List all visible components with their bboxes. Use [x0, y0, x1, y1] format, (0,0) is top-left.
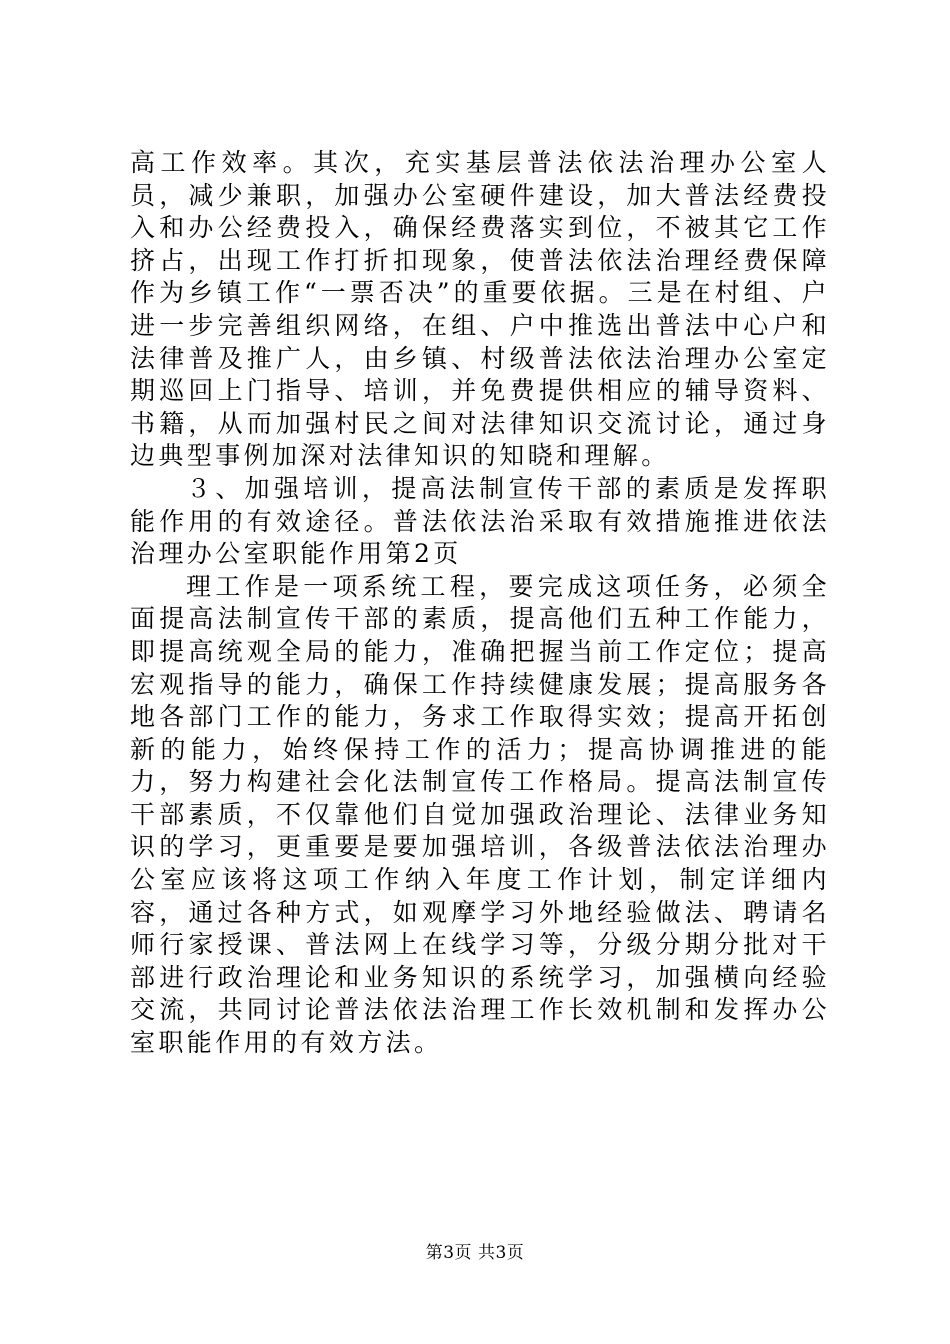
paragraph-1: 高工作效率。其次，充实基层普法依法治理办公室人员，减少兼职，加强办公室硬件建设，加大普法经费投入和办公经费投入，确保经费落实到位，不被其它工作挤占，出现工作打折扣现象，使普法依法治理经费保障作为乡镇工作“一票否决”的重要依据。三是在村组、户进一步完善组织网络，在组、户中推选出普法中心户和法律普及推广人，由乡镇、村级普法依法治理办公室定期巡回上门指导、培训，并免费提供相应的辅导资料、书籍，从而加强村民之间对法律知识交流讨论，通过身边典型事例加深对法律知识的知晓和理解。	[130, 148, 830, 471]
document-body	[130, 147, 830, 1060]
page-footer: 第3页 共3页	[425, 1243, 525, 1263]
paragraph-3: 理工作是一项系统工程，要完成这项任务，必须全面提高法制宣传干部的素质，提高他们五种工作能力，即提高统观全局的能力，准确把握当前工作定位；提高宏观指导的能力，确保工作持续健康发展；提高服务各地各部门工作的能力，务求工作取得实效；提高开拓创新的能力，始终保持工作的活力；提高协调推进的能力，努力构建社会化法制宣传工作格局。提高法制宣传干部素质，不仅靠他们自觉加强政治理论、法律业务知识的学习，更重要是要加强培训，各级普法依法治理办公室应该将这项工作纳入年度工作计划，制定详细内容，通过各种方式，如观摩学习外地经验做法、聘请名师行家授课、普法网上在线学习等，分级分期分批对干部进行政治理论和业务知识的系统学习，加强横向经验交流，共同讨论普法依法治理工作长效机制和发挥办公室职能作用的有效方法。	[130, 571, 830, 1058]
paragraph-2: ３、加强培训，提高法制宣传干部的素质是发挥职能作用的有效途径。普法依法治采取有效措施推进依法治理办公室职能作用第2页	[130, 473, 830, 569]
